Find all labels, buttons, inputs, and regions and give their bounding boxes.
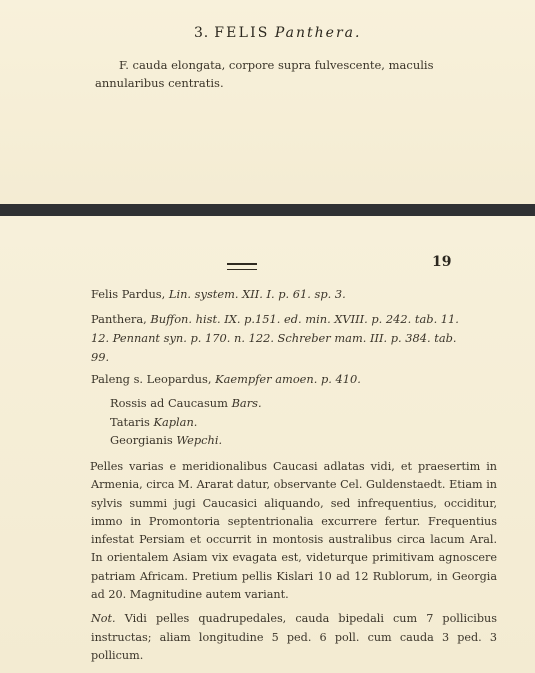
- synonym-1: [91, 285, 476, 304]
- vernacular-2-lead: Tataris: [110, 415, 150, 429]
- vernacular-1-lead: Rossis ad Caucasum: [110, 396, 228, 410]
- heading-number: 3.: [194, 25, 209, 41]
- synonym-3-name: Paleng s. Leopardus,: [91, 372, 212, 386]
- page-number: 19: [432, 254, 452, 270]
- synonym-3-reference: Kaempfer amoen. p. 410.: [215, 372, 361, 386]
- synonym-2-reference: Buffon. hist. IX. p.151. ed. min. XVIII. p. 242. tab. 11. 12. Pennant syn. p. 170. n. 122. Schreber mam. III. p. 384. tab. 99.: [91, 312, 459, 364]
- heading-genus: FELIS: [214, 25, 270, 41]
- vernacular-name-1: [110, 394, 262, 412]
- synonym-1-name: Felis Pardus,: [91, 287, 166, 301]
- vernacular-1-term: Bars.: [231, 396, 262, 410]
- note-label: Not.: [91, 612, 116, 625]
- page-divider: [0, 204, 535, 216]
- species-description: F. cauda elongata, corpore supra fulvescente, maculis annularibus centratis.: [95, 58, 434, 90]
- synonym-3: [91, 370, 476, 389]
- body-paragraph: Pelles varias e meridionalibus Caucasi adlatas vidi, et praesertim in Armenia, circa M. Ararat datur, observante Cel. Guldenstaedt. Etiam in sylvis summi jugi Caucasici aliquando, sed infrequentius, occiditur, immo in Promontoria septentrionalia excurrere fertur. Frequentius infestat Persiam et occurrit in montosis australibus circa lacum Aral. In orientalem Asiam vix evagata est, videturque primitivam agnoscere patriam Africam. Pretium pellis Kislari 10 ad 12 Rublorum, in Georgia ad 20. Magnitudine autem variant.: [90, 460, 497, 602]
- synonym-1-reference: Lin. system. XII. I. p. 61. sp. 3.: [168, 287, 346, 301]
- note-text: Vidi pelles quadrupedales, cauda bipedali cum 7 pollicibus instructas; aliam longitudine 5 ped. 6 poll. cum cauda 3 ped. 3 pollicum.: [91, 612, 497, 662]
- species-heading: [194, 25, 361, 41]
- vernacular-3-lead: Georgianis: [110, 433, 173, 447]
- vernacular-3-term: Wepchi.: [176, 433, 223, 447]
- synonym-2: [91, 310, 476, 367]
- heading-species: Panthera.: [274, 25, 362, 41]
- synonym-2-name: Panthera,: [91, 312, 147, 326]
- vernacular-name-3: [110, 431, 222, 449]
- note-paragraph: [91, 610, 497, 666]
- page-ornament-rule: [227, 263, 257, 270]
- vernacular-name-2: [110, 413, 197, 431]
- vernacular-2-term: Kaplan.: [153, 415, 198, 429]
